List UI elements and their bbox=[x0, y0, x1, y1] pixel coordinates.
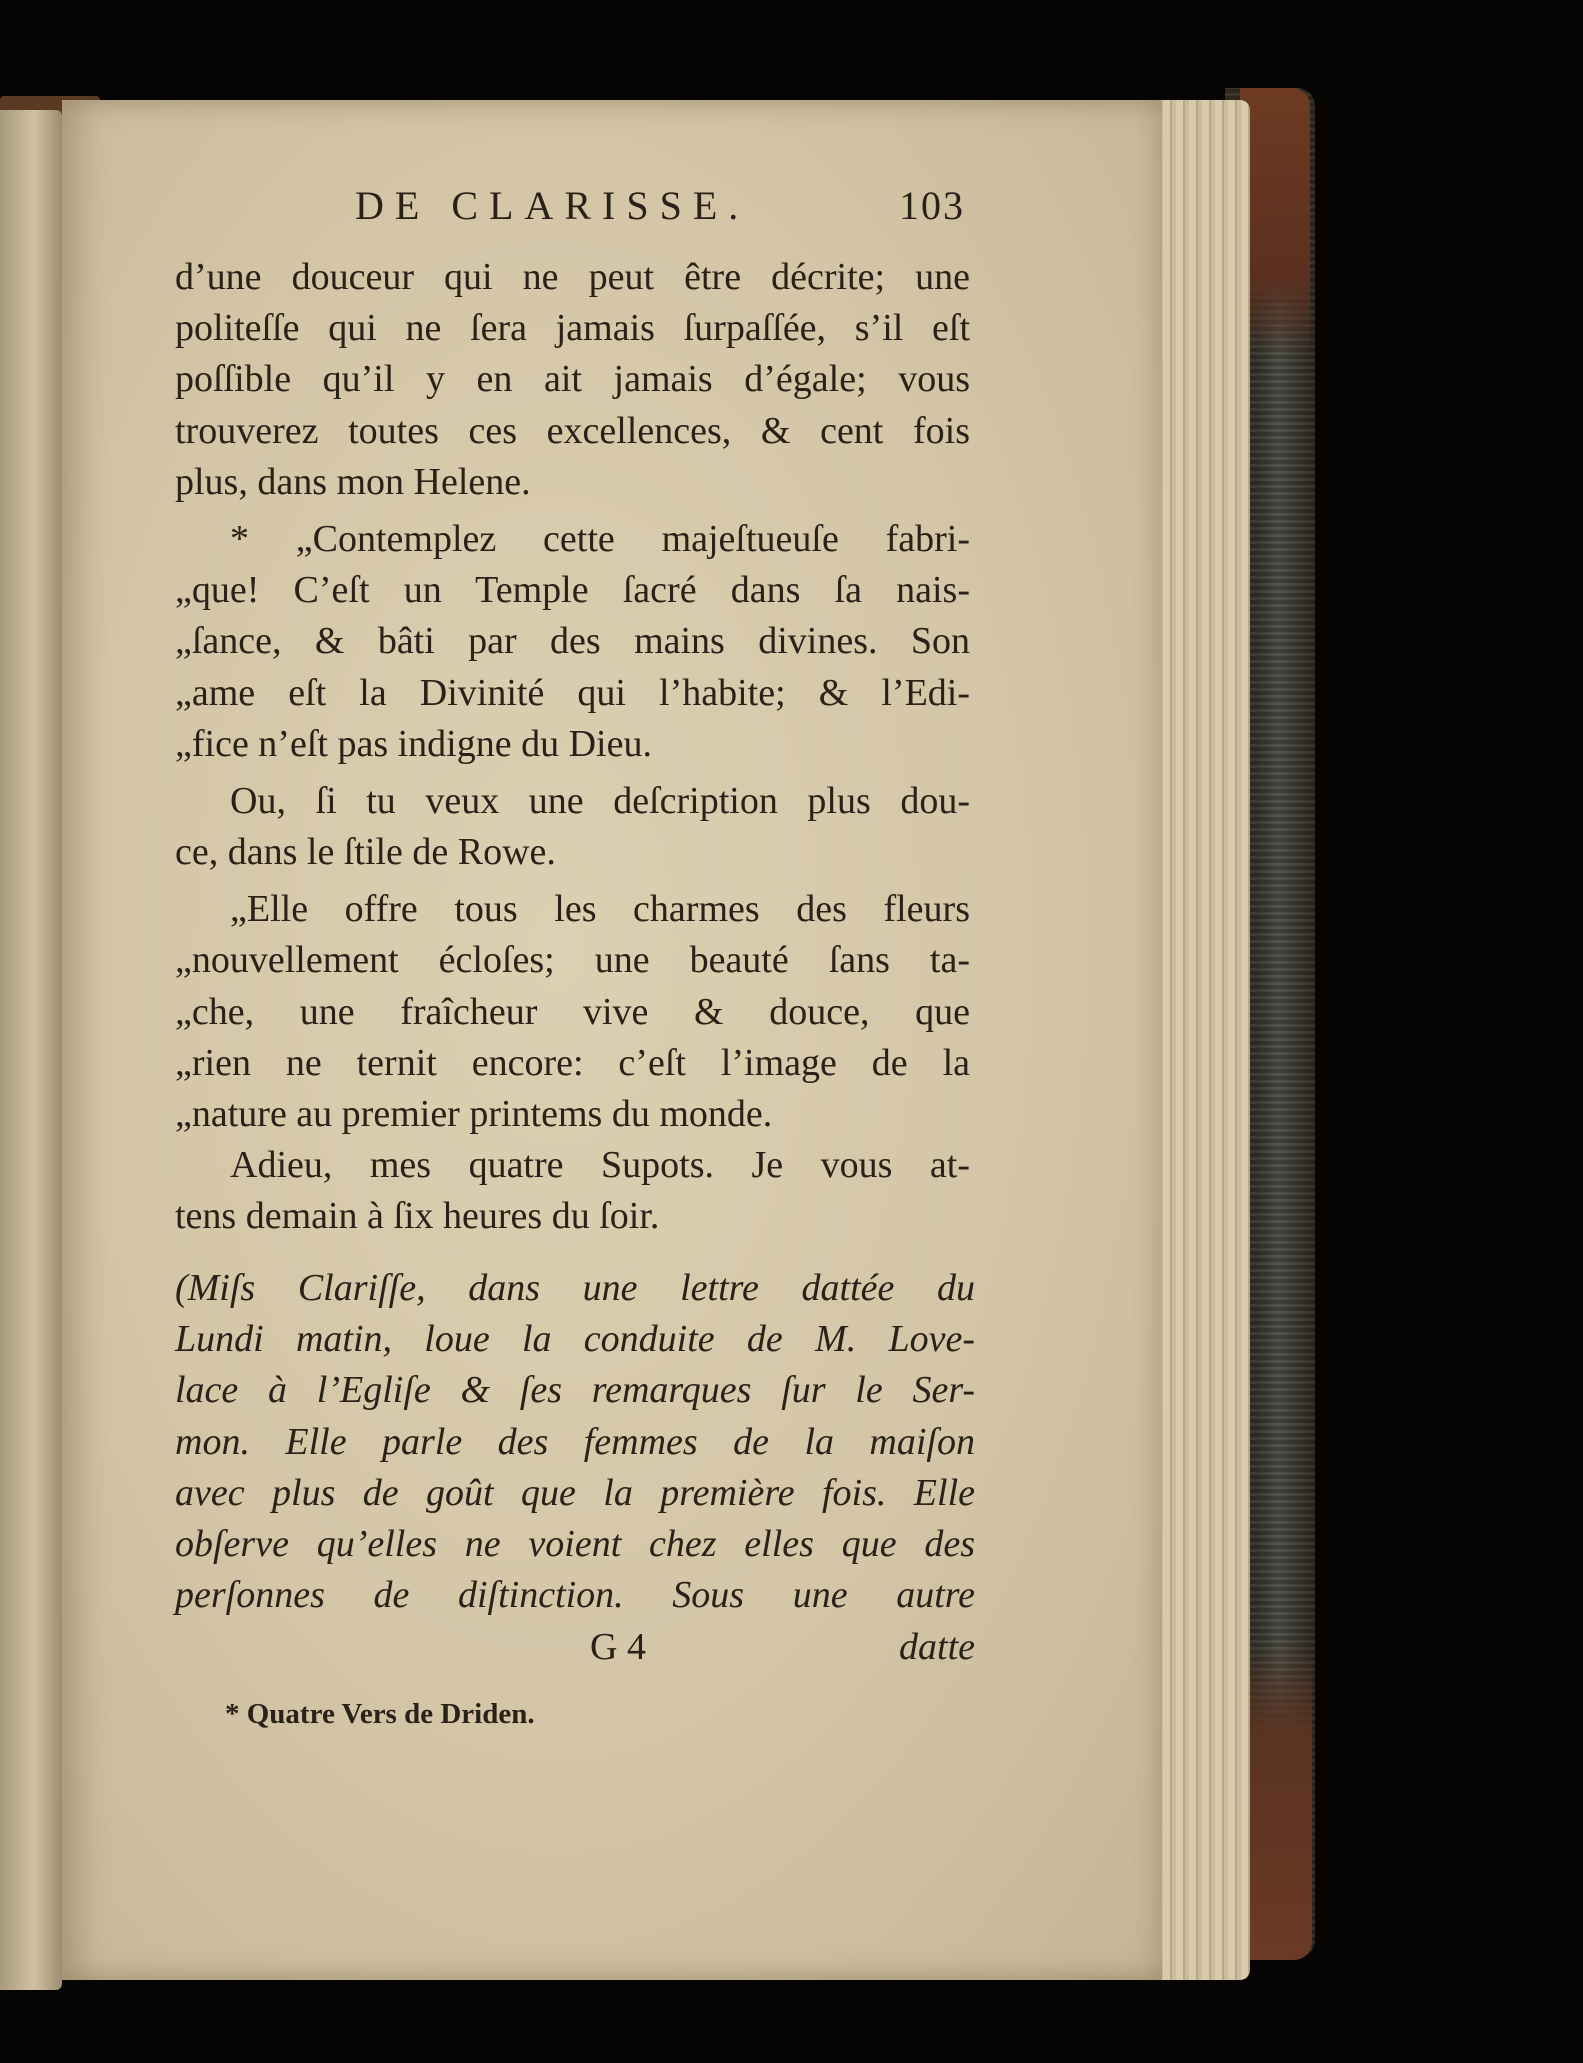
text-line: Ou, ſi tu veux une deſcription plus dou- bbox=[230, 779, 970, 822]
text-line: trouverez toutes ces excellences, & cent fois bbox=[175, 409, 970, 452]
quote-line: „ſance, & bâti par des mains divines. Son bbox=[175, 620, 970, 663]
quote-line: * „Contemplez cette majeſtueuſe fabri- bbox=[230, 517, 970, 560]
quote-line: „rien ne ternit encore: c’eſt l’image de la bbox=[175, 1041, 970, 1084]
page-edges bbox=[1150, 100, 1250, 1980]
left-page-edge bbox=[0, 110, 62, 1990]
running-header bbox=[355, 182, 965, 232]
text-line: d’une douceur qui ne peut être décrite; une bbox=[175, 256, 970, 298]
italic-line: lace à l’Egliſe & ſes remarques ſur le Ser- bbox=[175, 1369, 975, 1412]
quote-line: „ame eſt la Divinité qui l’habite; & l’Edi- bbox=[175, 671, 970, 714]
italic-line: obſerve qu’elles ne voient chez elles que des bbox=[175, 1522, 975, 1565]
quote-line: „Elle offre tous les charmes des fleurs bbox=[230, 888, 970, 931]
catchword: datte bbox=[899, 1626, 975, 1668]
italic-line: avec plus de goût que la première fois. Elle bbox=[175, 1471, 975, 1514]
quote-line: „que! C’eſt un Temple ſacré dans ſa nais- bbox=[175, 569, 970, 612]
binding-leather-bottom bbox=[1240, 1640, 1312, 1960]
quote-line: „nouvellement écloſes; une beauté ſans ta- bbox=[175, 939, 970, 982]
text-line: ce, dans le ſtile de Rowe. bbox=[175, 831, 556, 874]
italic-line: perſonnes de diſtinction. Sous une autre bbox=[175, 1574, 975, 1617]
italic-line: mon. Elle parle des femmes de la maiſon bbox=[175, 1420, 975, 1463]
italic-line: (Miſs Clariſſe, dans une lettre dattée du bbox=[175, 1267, 975, 1309]
quote-line: „che, une fraîcheur vive & douce, que bbox=[175, 990, 970, 1033]
text-line: poſſible qu’il y en ait jamais d’égale; vous bbox=[175, 358, 970, 401]
signature-mark: G 4 bbox=[590, 1626, 646, 1668]
binding-leather-top bbox=[1240, 88, 1310, 358]
text-line: Adieu, mes quatre Supots. Je vous at- bbox=[230, 1144, 970, 1187]
signature-line bbox=[175, 1625, 975, 1675]
text-line: politeſſe qui ne ſera jamais ſurpaſſée, s’il eſt bbox=[175, 307, 970, 350]
running-title: DE CLARISSE. bbox=[355, 183, 750, 228]
page-number: 103 bbox=[899, 183, 965, 228]
text-line: plus, dans mon Helene. bbox=[175, 460, 531, 503]
quote-line: „fice n’eſt pas indigne du Dieu. bbox=[175, 722, 652, 765]
italic-line: Lundi matin, loue la conduite de M. Love- bbox=[175, 1318, 975, 1361]
footnote: * Quatre Vers de Driden. bbox=[225, 1698, 535, 1730]
text-line: tens demain à ſix heures du ſoir. bbox=[175, 1195, 660, 1238]
quote-line: „nature au premier printems du monde. bbox=[175, 1093, 773, 1135]
italic-editorial-note bbox=[175, 1263, 975, 1621]
main-text bbox=[175, 252, 970, 1243]
